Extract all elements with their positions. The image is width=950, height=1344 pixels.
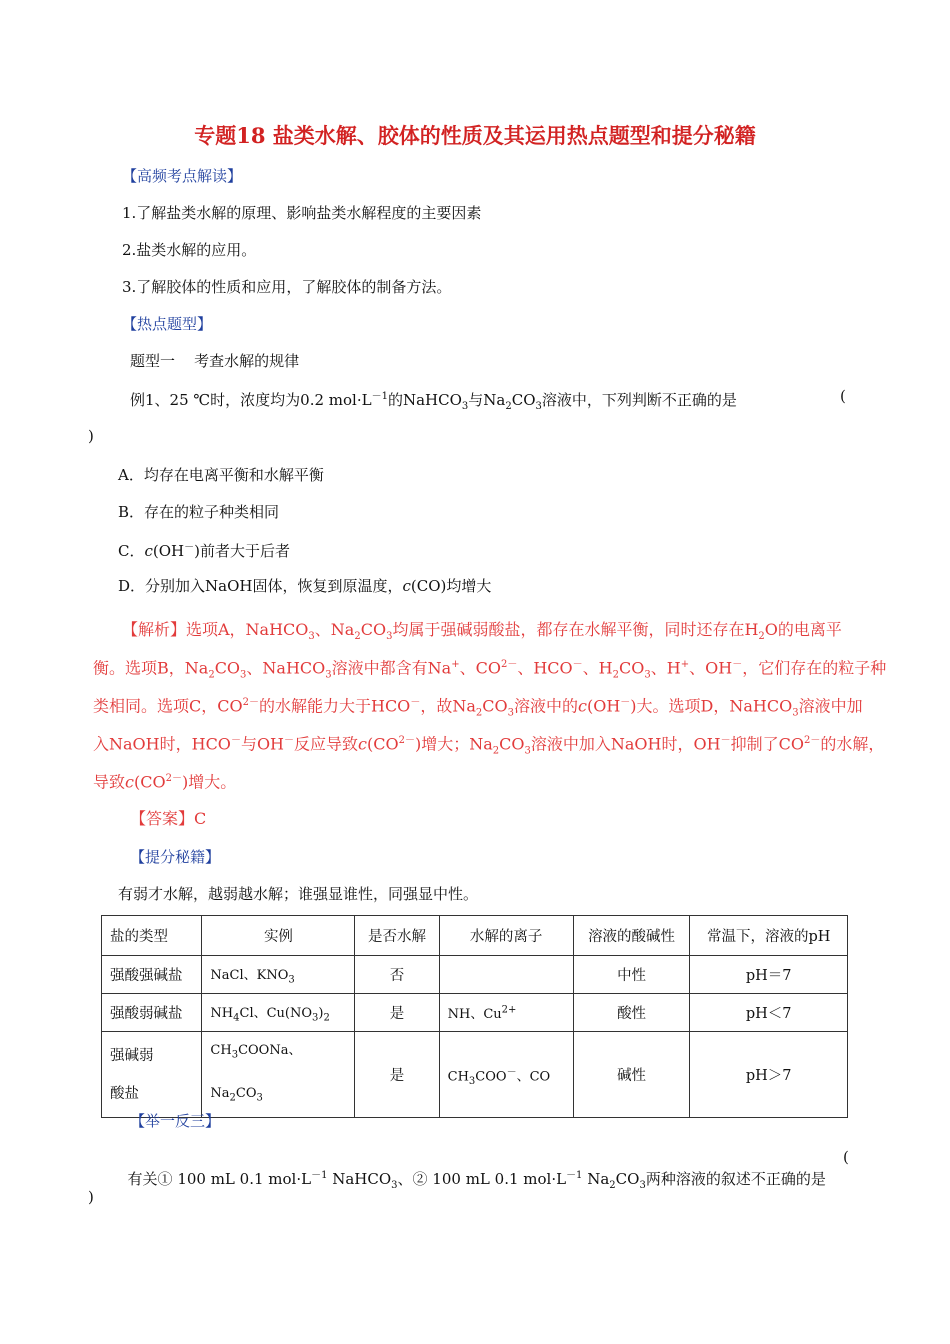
practice-paren-open: ( [843,1148,849,1166]
option-c: C．c(OH－)前者大于后者 [118,542,290,560]
option-b: B．存在的粒子种类相同 [118,503,280,521]
table-header: 溶液的酸碱性 [573,916,690,956]
table-header: 实例 [202,916,355,956]
table-header: 是否水解 [355,916,439,956]
table-cell: pH＜7 [690,994,848,1032]
table-cell: $CH_3COONa$、 $Na_2CO_3$ [202,1032,355,1118]
table-cell: 强碱弱 酸盐 [102,1032,202,1118]
practice-stem: 有关① 100 mL 0.1 $mol\cdot L^{-1}$ NaHCO$_3$、② 100 mL 0.1 $mol\cdot L^{-1}$ $Na_2CO_3$两种溶液的叙述不正确的是 [127,1170,826,1191]
analysis-line-4: 入NaOH时，HCO－与OH－反应导致$c(CO^{2-})$增大；$Na_2CO_3$溶液中加入NaOH时，OH－抑制了$CO^{2-}$的水解， [93,734,885,757]
table-cell: NaCl、$KNO_3$ [202,956,355,994]
point-1: 1.了解盐类水解的原理、影响盐类水解程度的主要因素 [122,204,482,222]
salt-hydrolysis-table [101,915,848,1118]
rule-text: 有弱才水解，越弱越水解；谁强显谁性，同强显中性。 [118,885,479,903]
table-cell: 酸性 [573,994,690,1032]
example-paren-open: ( [840,387,846,405]
table-row [102,1032,848,1118]
table-cell: pH＞7 [690,1032,848,1118]
option-d: D．分别加入NaOH固体，恢复到原温度，c(CO)均增大 [118,577,492,595]
table-header: 盐的类型 [102,916,202,956]
answer: 【答案】C [130,809,207,828]
analysis-line-5: 导致$c(CO^{2-})$增大。 [93,772,237,792]
section-juyi: 【举一反三】 [130,1112,221,1130]
analysis-line-3: 类相同。选项C，$CO^{2-}$的水解能力大于HCO－，故$Na_2CO_3$溶液中的c(OH－)大。选项D，NaHCO$_3$溶液中加 [93,696,863,719]
table-cell [439,956,573,994]
table-cell: NH、$Cu^{2+}$ [439,994,573,1032]
table-cell: 中性 [573,956,690,994]
table-header-row [102,916,848,956]
table-cell: $CH_3COO^-$、CO [439,1032,573,1118]
table-cell: 是 [355,1032,439,1118]
point-3: 3.了解胶体的性质和应用，了解胶体的制备方法。 [122,278,452,296]
table-cell: 强酸弱碱盐 [102,994,202,1032]
tixing-label: 题型一 考查水解的规律 [130,352,300,370]
point-2: 2.盐类水解的应用。 [122,241,257,259]
section-redian: 【热点题型】 [122,315,213,333]
option-a: A．均存在电离平衡和水解平衡 [118,466,324,484]
table-cell: 强酸强碱盐 [102,956,202,994]
table-cell: 是 [355,994,439,1032]
table-header: 水解的离子 [439,916,573,956]
table-row [102,994,848,1032]
table-cell: 否 [355,956,439,994]
table-cell: $NH_4Cl$、$Cu(NO_3)_2$ [202,994,355,1032]
page-title: 专题18 盐类水解、胶体的性质及其运用热点题型和提分秘籍 [194,123,756,148]
section-gaopin: 【高频考点解读】 [122,167,243,185]
table-row [102,956,848,994]
analysis-line-1: 【解析】选项A，NaHCO$_3$、$Na_2CO_3$均属于强碱弱酸盐，都存在水解平衡，同时还存在$H_2O$的电离平 [122,620,842,643]
table-cell: 碱性 [573,1032,690,1118]
analysis-line-2: 衡。选项B，$Na_2CO_3$、NaHCO$_3$溶液中都含有Na+、$CO^{2-}$、HCO－、$H_2CO_3$、H+、OH－，它们存在的粒子种 [93,658,887,681]
example-stem: 例1、25 ℃时，浓度均为0.2 $mol\cdot L^{-1}$的NaHCO$_3$与$Na_2CO_3$溶液中，下列判断不正确的是 [130,391,737,412]
practice-paren-close: ) [88,1188,94,1206]
table-header: 常温下，溶液的pH [690,916,848,956]
table-cell: pH＝7 [690,956,848,994]
example-paren-close: ) [88,427,94,445]
section-tifen: 【提分秘籍】 [130,848,221,866]
